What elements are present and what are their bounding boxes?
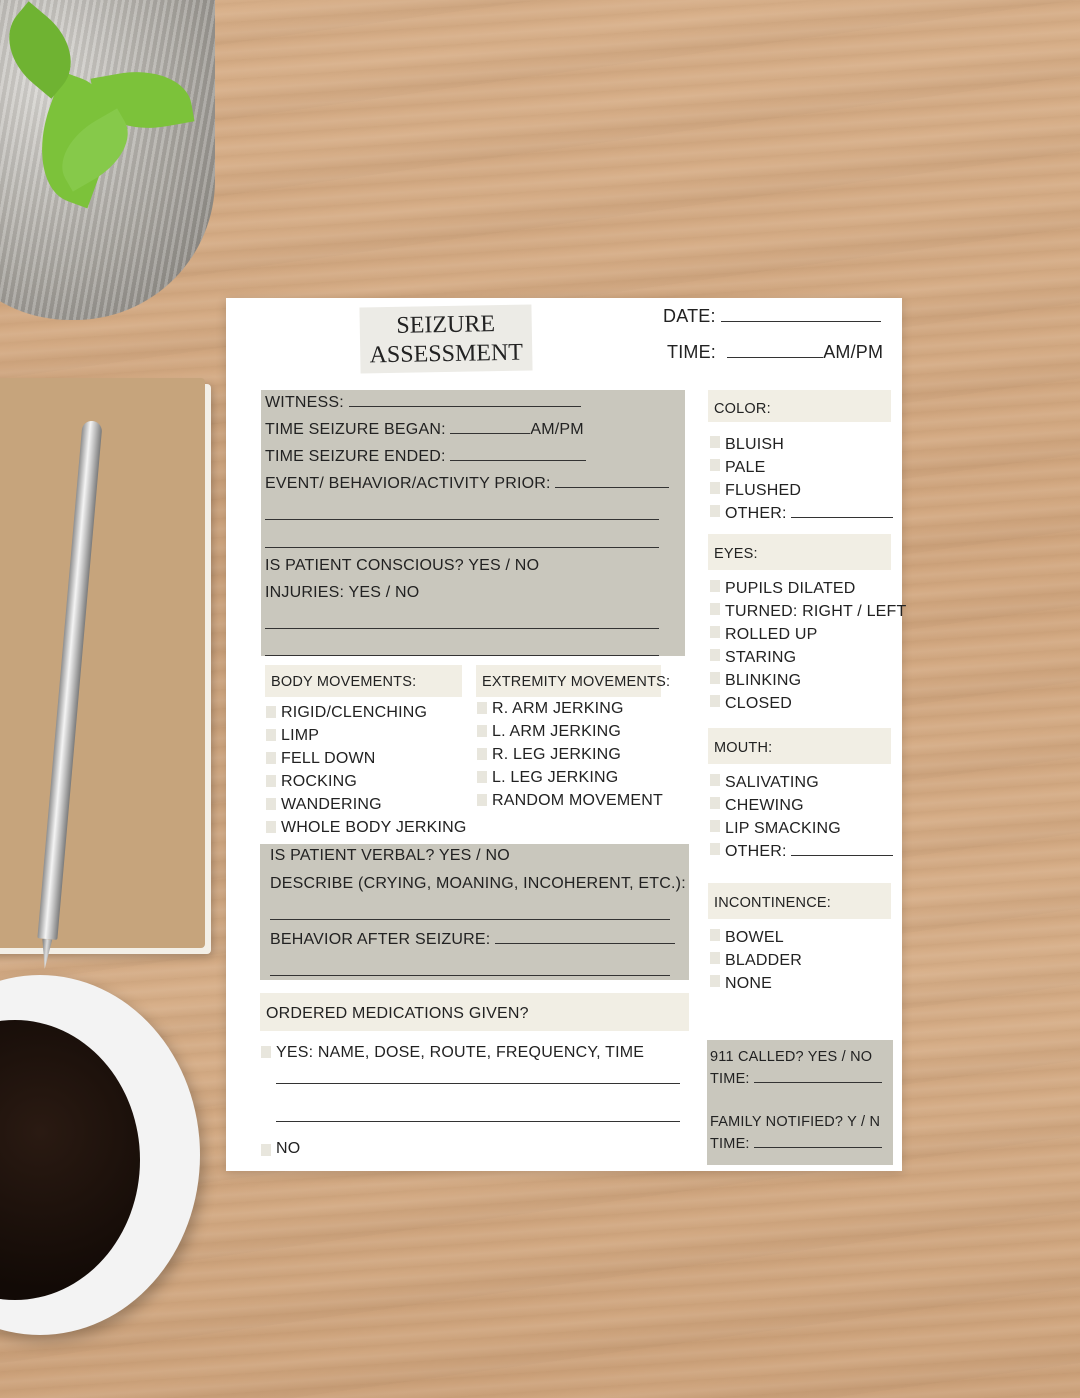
time-label: TIME: xyxy=(667,342,716,362)
date-field[interactable] xyxy=(663,306,881,327)
body-movement-item: ROCKING xyxy=(281,773,358,790)
family-notified-question: FAMILY NOTIFIED? Y / N xyxy=(710,1114,881,1130)
title-block xyxy=(359,305,532,374)
incontinence-header: INCONTINENCE: xyxy=(714,895,831,911)
behavior-after-field[interactable] xyxy=(270,931,675,949)
extremity-movement-item: R. LEG JERKING xyxy=(492,746,622,763)
describe-line[interactable] xyxy=(270,918,670,920)
checkbox[interactable] xyxy=(266,821,276,833)
color-item: PALE xyxy=(725,459,766,476)
called-911-time-line xyxy=(754,1081,882,1083)
date-label: DATE: xyxy=(663,306,716,326)
time-ended-field[interactable] xyxy=(265,448,586,466)
witness-line xyxy=(349,405,581,407)
color-other-line xyxy=(791,516,893,518)
color-item: BLUISH xyxy=(725,436,784,453)
checkbox[interactable] xyxy=(266,775,276,787)
behavior-after-line xyxy=(495,942,675,944)
incontinence-item: NONE xyxy=(725,975,773,992)
called-911-time-field[interactable] xyxy=(710,1071,882,1087)
checkbox[interactable] xyxy=(710,603,720,615)
checkbox[interactable] xyxy=(261,1144,271,1156)
mouth-header: MOUTH: xyxy=(714,740,773,756)
checkbox[interactable] xyxy=(477,725,487,737)
injuries-question: INJURIES: YES / NO xyxy=(265,584,420,601)
title-line-1: SEIZURE xyxy=(396,311,496,339)
checkbox[interactable] xyxy=(477,771,487,783)
date-line xyxy=(721,320,881,322)
checkbox[interactable] xyxy=(710,975,720,987)
eyes-item: STARING xyxy=(725,649,797,666)
event-prior-line-2[interactable] xyxy=(265,518,659,520)
mouth-other-field[interactable] xyxy=(725,843,893,861)
describe-label: DESCRIBE (CRYING, MOANING, INCOHERENT, ETC.): xyxy=(270,875,686,892)
extremity-movement-item: L. LEG JERKING xyxy=(492,769,619,786)
body-movement-item: RIGID/CLENCHING xyxy=(281,704,428,721)
mouth-other-line xyxy=(791,854,893,856)
medications-header: ORDERED MEDICATIONS GIVEN? xyxy=(266,1005,529,1022)
checkbox[interactable] xyxy=(261,1046,271,1058)
time-began-label: TIME SEIZURE BEGAN: xyxy=(265,421,446,438)
notebook xyxy=(0,378,205,948)
called-911-question: 911 CALLED? YES / NO xyxy=(710,1049,873,1065)
time-began-line xyxy=(450,432,530,434)
time-ampm: AM/PM xyxy=(823,342,884,362)
color-other-label: OTHER: xyxy=(725,505,787,522)
checkbox[interactable] xyxy=(710,695,720,707)
medications-no-label: NO xyxy=(276,1140,301,1157)
checkbox[interactable] xyxy=(710,580,720,592)
color-item: FLUSHED xyxy=(725,482,802,499)
checkbox[interactable] xyxy=(710,929,720,941)
body-movement-item: WHOLE BODY JERKING xyxy=(281,819,467,836)
checkbox[interactable] xyxy=(710,820,720,832)
checkbox[interactable] xyxy=(266,798,276,810)
checkbox[interactable] xyxy=(710,952,720,964)
time-field[interactable] xyxy=(667,342,883,363)
checkbox[interactable] xyxy=(710,505,720,517)
extremity-movement-item: RANDOM MOVEMENT xyxy=(492,792,663,809)
checkbox[interactable] xyxy=(710,459,720,471)
checkbox[interactable] xyxy=(266,752,276,764)
medications-line-2[interactable] xyxy=(276,1120,680,1122)
mouth-item: SALIVATING xyxy=(725,774,819,791)
incontinence-item: BLADDER xyxy=(725,952,802,969)
eyes-item: CLOSED xyxy=(725,695,792,712)
event-prior-line-3[interactable] xyxy=(265,546,659,548)
checkbox[interactable] xyxy=(710,482,720,494)
family-time-field[interactable] xyxy=(710,1136,882,1152)
body-movement-item: FELL DOWN xyxy=(281,750,376,767)
mouth-item: CHEWING xyxy=(725,797,804,814)
title-line-2: ASSESSMENT xyxy=(369,339,524,369)
eyes-item: ROLLED UP xyxy=(725,626,818,643)
eyes-item: TURNED: RIGHT / LEFT xyxy=(725,603,907,620)
checkbox[interactable] xyxy=(710,774,720,786)
event-prior-field[interactable] xyxy=(265,475,669,493)
body-movement-item: WANDERING xyxy=(281,796,382,813)
mouth-other-label: OTHER: xyxy=(725,843,787,860)
behavior-after-line-2[interactable] xyxy=(270,974,670,976)
medications-line-1[interactable] xyxy=(276,1082,680,1084)
conscious-question: IS PATIENT CONSCIOUS? YES / NO xyxy=(265,557,540,574)
behavior-after-label: BEHAVIOR AFTER SEIZURE: xyxy=(270,931,491,948)
injuries-line-2[interactable] xyxy=(265,654,659,656)
color-other-field[interactable] xyxy=(725,505,893,523)
seizure-assessment-sheet xyxy=(226,298,907,1171)
witness-field[interactable] xyxy=(265,394,581,412)
time-ended-label: TIME SEIZURE ENDED: xyxy=(265,448,446,465)
color-header: COLOR: xyxy=(714,401,771,417)
called-911-time-label: TIME: xyxy=(710,1071,750,1087)
extremity-movement-item: L. ARM JERKING xyxy=(492,723,622,740)
family-time-label: TIME: xyxy=(710,1136,750,1152)
time-ended-line xyxy=(450,459,586,461)
time-began-field[interactable] xyxy=(265,421,584,439)
checkbox[interactable] xyxy=(477,702,487,714)
checkbox[interactable] xyxy=(477,794,487,806)
verbal-question: IS PATIENT VERBAL? YES / NO xyxy=(270,847,510,864)
event-prior-line xyxy=(555,486,669,488)
extremity-movement-item: R. ARM JERKING xyxy=(492,700,624,717)
extremity-movements-header: EXTREMITY MOVEMENTS: xyxy=(482,674,671,690)
checkbox[interactable] xyxy=(266,729,276,741)
time-began-ampm: AM/PM xyxy=(530,421,584,438)
checkbox[interactable] xyxy=(266,706,276,718)
checkbox[interactable] xyxy=(710,649,720,661)
body-movement-item: LIMP xyxy=(281,727,320,744)
medications-yes-label: YES: NAME, DOSE, ROUTE, FREQUENCY, TIME xyxy=(276,1044,645,1061)
mouth-item: LIP SMACKING xyxy=(725,820,841,837)
body-movements-header: BODY MOVEMENTS: xyxy=(271,674,417,690)
family-time-line xyxy=(754,1146,882,1148)
witness-label: WITNESS: xyxy=(265,394,344,411)
eyes-header: EYES: xyxy=(714,546,758,562)
time-line xyxy=(727,356,823,358)
checkbox[interactable] xyxy=(710,843,720,855)
checkbox[interactable] xyxy=(710,626,720,638)
checkbox[interactable] xyxy=(477,748,487,760)
incontinence-item: BOWEL xyxy=(725,929,784,946)
event-prior-label: EVENT/ BEHAVIOR/ACTIVITY PRIOR: xyxy=(265,475,551,492)
checkbox[interactable] xyxy=(710,797,720,809)
eyes-item: PUPILS DILATED xyxy=(725,580,856,597)
checkbox[interactable] xyxy=(710,436,720,448)
checkbox[interactable] xyxy=(710,672,720,684)
injuries-line-1[interactable] xyxy=(265,627,659,629)
eyes-item: BLINKING xyxy=(725,672,802,689)
